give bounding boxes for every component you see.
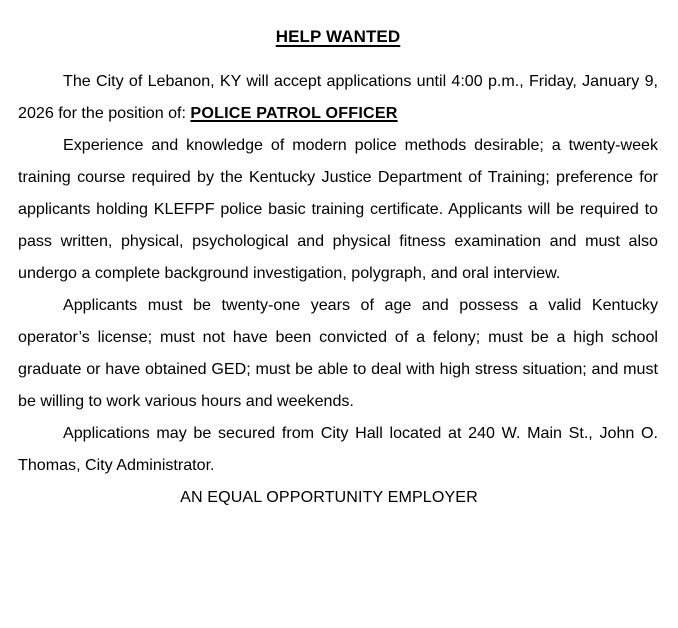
page-title (18, 0, 658, 53)
paragraph-how-to-apply: Applications may be secured from City Hall located at 240 W. Main St., John O. Thomas, City Administrator. (18, 424, 658, 474)
equal-opportunity-statement: AN EQUAL OPPORTUNITY EMPLOYER (180, 488, 478, 506)
page-title-text: HELP WANTED (275, 27, 401, 46)
job-title-emphasis: POLICE PATROL OFFICER (190, 104, 398, 122)
document-body (18, 0, 658, 513)
paragraph-opening (18, 65, 658, 129)
paragraph-requirements: Applicants must be twenty-one years of age and possess a valid Kentucky operator’s license; must not have been convicted of a felony; must be a high school graduate or have obtained GED; must be able to deal with high stress situation; and must be willing to work various hours and weekends. (18, 296, 658, 410)
paragraph-opening-text: The City of Lebanon, KY will accept applications until 4:00 p.m., Friday, January 9, 2026 for the position of: (18, 72, 658, 122)
paragraph-qualifications-desirable: Experience and knowledge of modern police methods desirable; a twenty-week training course required by the Kentucky Justice Department of Training; preference for applicants holding KLEFPF police basic training certificate. Applicants will be required to pass written, physical, psychological and physical fitness examination and must also undergo a complete background investigation, polygraph, and oral interview. (18, 136, 658, 282)
